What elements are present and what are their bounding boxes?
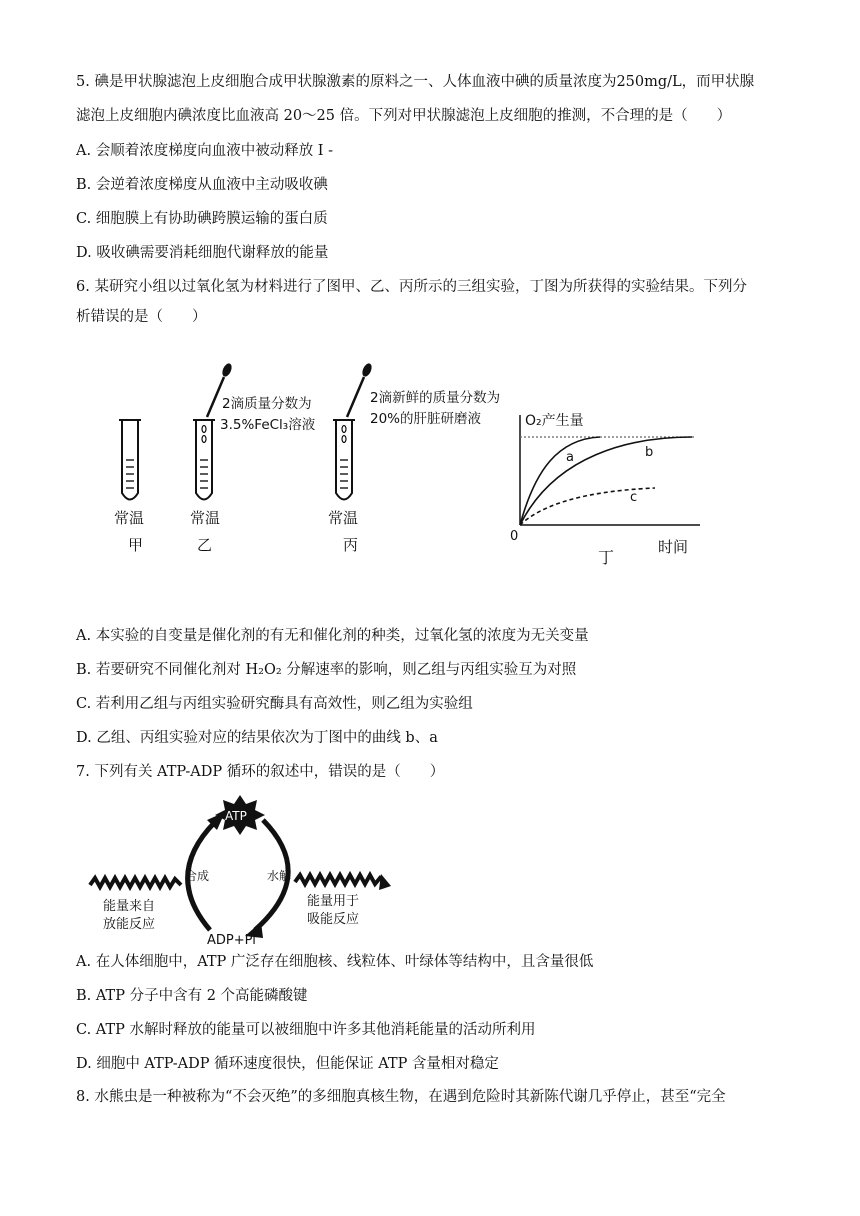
q5-option-d: D. 吸收碘需要消耗细胞代谢释放的能量 [76, 245, 329, 261]
tube-jia [119, 420, 141, 500]
adp-label: ADP+Pi [207, 933, 256, 948]
curve-b-line [520, 437, 692, 525]
graph-ding [520, 415, 700, 525]
tube-bing [333, 420, 355, 500]
atp-label: ATP [225, 809, 247, 823]
q7-option-c: C. ATP 水解时释放的能量可以被细胞中许多其他消耗能量的活动所利用 [76, 1022, 536, 1038]
energy-output-wave [295, 875, 385, 884]
curve-a-label: a [566, 450, 574, 465]
atp-cycle-figure [85, 790, 405, 950]
energy-source-line1: 能量来自 [103, 899, 156, 914]
curve-c-label: c [630, 490, 638, 505]
energy-output-arrowhead [379, 874, 391, 890]
graph-xlabel: 时间 [658, 538, 689, 556]
tube-name-jia: 甲 [128, 536, 144, 554]
energy-use-line1: 能量用于 [307, 894, 360, 909]
graph-name: 丁 [598, 548, 615, 567]
q6-experiment-figure [100, 355, 720, 580]
drop-label-bing-line2: 20%的肝脏研磨液 [370, 411, 482, 427]
graph-origin: 0 [510, 529, 519, 544]
q6-stem-line1: 6. 某研究小组以过氧化氢为材料进行了图甲、乙、丙所示的三组实验，丁图为所获得的实验结果。下列分 [76, 279, 747, 295]
graph-ylabel: O₂产生量 [525, 413, 584, 429]
curve-b-label: b [645, 445, 654, 460]
drop-label-yi-line1: 2滴质量分数为 [222, 396, 312, 412]
tube-name-bing: 丙 [343, 536, 359, 554]
q5-option-c: C. 细胞膜上有协助碘跨膜运输的蛋白质 [76, 211, 328, 227]
hydrolysis-label: 水解 [267, 869, 292, 883]
q5-stem-line2: 滤泡上皮细胞内碘浓度比血液高 20～25 倍。下列对甲状腺滤泡上皮细胞的推测，不合理的是（ ） [76, 108, 732, 124]
tube-name-yi: 乙 [197, 536, 213, 554]
energy-source-line2: 放能反应 [103, 917, 156, 932]
q7-stem: 7. 下列有关 ATP-ADP 循环的叙述中，错误的是（ ） [76, 764, 445, 780]
q8-stem-line1: 8. 水熊虫是一种被称为“不会灭绝”的多细胞真核生物，在遇到危险时其新陈代谢几乎停止，甚至“完全 [76, 1089, 726, 1105]
synthesis-label: 合成 [185, 869, 210, 883]
q7-option-d: D. 细胞中 ATP-ADP 循环速度很快，但能保证 ATP 含量相对稳定 [76, 1056, 499, 1072]
tube-temp-yi: 常温 [190, 509, 221, 527]
curve-a-line [520, 437, 600, 525]
drop-label-bing-line1: 2滴新鲜的质量分数为 [370, 390, 501, 406]
q5-option-b: B. 会逆着浓度梯度从血液中主动吸收碘 [76, 177, 328, 193]
energy-use-line2: 吸能反应 [307, 912, 360, 927]
q6-option-c: C. 若利用乙组与丙组实验研究酶具有高效性，则乙组为实验组 [76, 696, 473, 712]
q7-option-b: B. ATP 分子中含有 2 个高能磷酸键 [76, 988, 308, 1004]
q7-option-a: A. 在人体细胞中，ATP 广泛存在细胞核、线粒体、叶绿体等结构中，且含量很低 [76, 954, 594, 970]
q6-option-a: A. 本实验的自变量是催化剂的有无和催化剂的种类，过氧化氢的浓度为无关变量 [76, 628, 589, 644]
drop-label-yi-line2: 3.5%FeCl₃溶液 [220, 417, 316, 433]
tube-temp-bing: 常温 [328, 509, 359, 527]
tube-temp-jia: 常温 [114, 509, 145, 527]
q5-stem-line1: 5. 碘是甲状腺滤泡上皮细胞合成甲状腺激素的原料之一、人体血液中碘的质量浓度为250mg/L，而甲状腺 [76, 74, 755, 90]
q6-stem-line2: 析错误的是（ ） [76, 309, 207, 325]
q5-option-a: A. 会顺着浓度梯度向血液中被动释放 I - [76, 143, 334, 159]
tube-yi [193, 420, 215, 500]
q6-option-b: B. 若要研究不同催化剂对 H₂O₂ 分解速率的影响，则乙组与丙组实验互为对照 [76, 662, 577, 678]
q6-option-d: D. 乙组、丙组实验对应的结果依次为丁图中的曲线 b、a [76, 730, 438, 746]
energy-input-wave [90, 878, 181, 887]
